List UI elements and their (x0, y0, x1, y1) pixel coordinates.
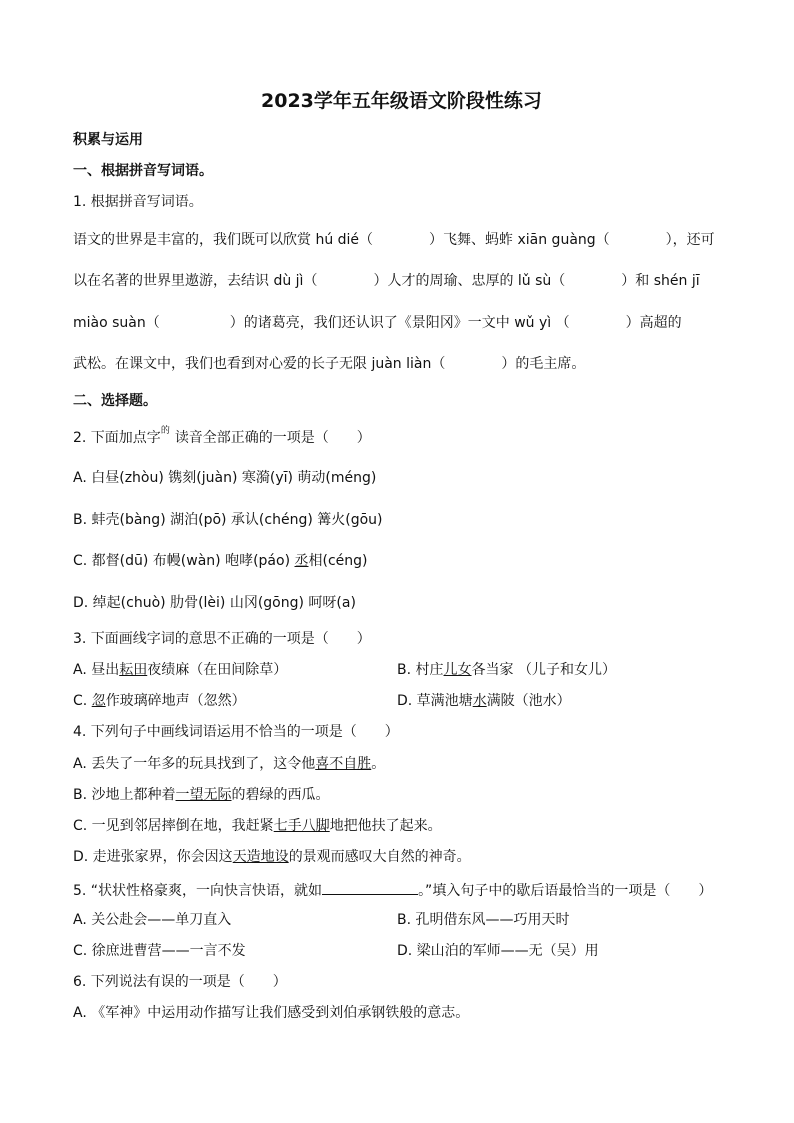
question-4-option-b (73, 786, 330, 804)
underlined-char: 忽 (91, 693, 106, 709)
underlined-word: 儿女 (443, 662, 472, 678)
option-text: 的景观而感叹大自然的神奇。 (288, 849, 471, 865)
question-2-option-c (73, 552, 368, 570)
question-5-option-b: B. 孔明借东风——巧用天时 (397, 912, 570, 928)
option-text: 作玻璃碎地声（忽然） (105, 693, 246, 709)
option-text: 的碧绿的西瓜。 (231, 787, 330, 803)
question-1-line-4: 武松。在课文中，我们也看到对心爱的长子无限 juàn liàn（ ）的毛主席。 (73, 356, 586, 372)
option-text: 各当家 （儿子和女儿） (471, 662, 616, 678)
question-2-option-b: B. 蚌壳(bàng) 湖泊(pō) 承认(chéng) 篝火(gōu) (73, 512, 383, 528)
stem-part: 。”填入句子中的歇后语最恰当的一项是（ ） (418, 883, 713, 899)
underlined-word: 七手八脚 (273, 818, 330, 834)
page-title: 2023学年五年级语文阶段性练习 (261, 90, 542, 112)
stem-part: 2. 下面加点字 (73, 430, 161, 446)
underlined-char: 丞 (294, 553, 309, 569)
question-5-option-a: A. 关公赴会——单刀直入 (73, 912, 232, 928)
option-text: 。 (371, 756, 386, 772)
option-text: B. 沙地上都种着 (73, 787, 176, 803)
underlined-word: 一望无际 (175, 787, 232, 803)
question-2-option-d: D. 绰起(chuò) 肋骨(lèi) 山冈(gōng) 呵呀(a) (73, 595, 356, 611)
question-6-stem: 6. 下列说法有误的一项是（ ） (73, 974, 287, 990)
option-text: C. 一见到邻居摔倒在地，我赶紧 (73, 818, 274, 834)
option-text: D. 草满池塘 (397, 693, 473, 709)
stem-part: 5. “状状性格豪爽，一向快言快语，就如 (73, 883, 323, 899)
question-3-option-d (397, 692, 571, 710)
question-3-option-b (397, 661, 616, 679)
question-2-option-a: A. 白昼(zhòu) 镌刻(juàn) 寒漪(yī) 萌动(méng) (73, 470, 377, 486)
question-3-option-c (73, 692, 246, 710)
option-text: A. 昼出 (73, 662, 120, 678)
question-4-option-d (73, 848, 471, 866)
question-4-option-c (73, 817, 442, 835)
option-text: B. 村庄 (397, 662, 444, 678)
question-1-stem: 1. 根据拼音写词语。 (73, 194, 203, 210)
option-text: D. 走进张家界，你会因这 (73, 849, 233, 865)
question-1-line-1: 语文的世界是丰富的，我们既可以欣赏 hú dié（ ）飞舞、蚂蚱 xiān guàng（ ），还可 (73, 232, 715, 248)
underlined-word: 耘田 (119, 662, 148, 678)
option-text: A. 丢失了一年多的玩具找到了，这令他 (73, 756, 316, 772)
underlined-word: 喜不自胜 (315, 756, 372, 772)
question-1-line-2: 以在名著的世界里遨游，去结识 dù jì（ ）人才的周瑜、忠厚的 lǔ sù（ ）和 shén jī (73, 273, 700, 289)
part-heading: 积累与运用 (73, 132, 143, 148)
stem-part: 读音全部正确的一项是（ ） (174, 430, 371, 446)
option-text: 夜绩麻（在田间除草） (147, 662, 288, 678)
question-3-stem: 3. 下面画线字词的意思不正确的一项是（ ） (73, 631, 371, 647)
option-text: 相(céng) (308, 553, 368, 569)
section-heading-2: 二、选择题。 (73, 393, 157, 409)
underlined-char: 水 (472, 693, 487, 709)
question-1-line-3: miào suàn（ ）的诸葛亮，我们还认识了《景阳冈》一文中 wǔ yì （ ）高超的 (73, 315, 682, 331)
option-text: 地把他扶了起来。 (329, 818, 442, 834)
question-5-stem (73, 880, 712, 900)
section-heading-1: 一、根据拼音写词语。 (73, 163, 213, 179)
question-4-option-a (73, 755, 385, 773)
question-5-option-c: C. 徐庶进曹营——一言不发 (73, 943, 246, 959)
question-6-option-a: A. 《军神》中运用动作描写让我们感受到刘伯承钢铁般的意志。 (73, 1005, 470, 1021)
answer-blank[interactable] (322, 880, 418, 895)
question-4-stem: 4. 下列句子中画线词语运用不恰当的一项是（ ） (73, 724, 399, 740)
option-text: C. (73, 693, 92, 709)
question-2-stem: 2. 下面加点字 的 读音全部正确的一项是（ ） (73, 426, 371, 446)
option-text: 满陂（池水） (486, 693, 571, 709)
option-text: C. 都督(dū) 布幔(wàn) 咆哮(páo) (73, 553, 295, 569)
question-5-option-d: D. 梁山泊的军师——无（吴）用 (397, 943, 599, 959)
underlined-word: 天造地设 (232, 849, 289, 865)
question-3-option-a (73, 661, 287, 679)
